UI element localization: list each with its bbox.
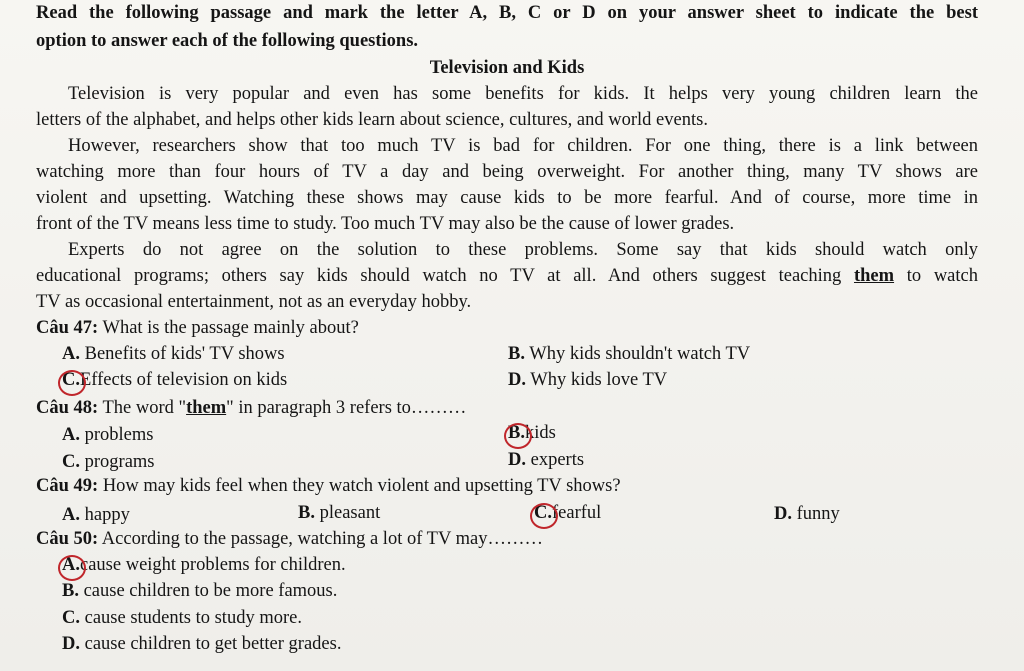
question-number: Câu 49: xyxy=(36,476,99,496)
passage-title: Television and Kids xyxy=(429,58,585,78)
q49-option-d[interactable] xyxy=(774,501,840,527)
option-text: kids xyxy=(524,423,556,443)
selected-answer-letter: A. xyxy=(62,552,80,578)
option-text: happy xyxy=(84,505,130,525)
option-text: Why kids love TV xyxy=(530,370,668,390)
option-text: problems xyxy=(84,425,154,445)
q50-option-d[interactable] xyxy=(62,631,341,657)
option-letter: D. xyxy=(62,634,80,654)
option-text: pleasant xyxy=(319,503,381,523)
option-text: cause children to get better grades. xyxy=(84,634,342,654)
selected-answer-letter: C. xyxy=(534,500,552,526)
paragraph-1-line-1: Television is very popular and even has some benefits for kids. It helps very young children learn the xyxy=(68,84,978,104)
option-letter: D. xyxy=(508,370,526,390)
paragraph-3-line-2 xyxy=(36,263,978,289)
option-text: Effects of television on kids xyxy=(80,370,288,390)
question-text: According to the passage, watching a lot of TV may……… xyxy=(101,529,543,549)
q47-option-a[interactable] xyxy=(62,341,285,367)
option-text: cause weight problems for children. xyxy=(80,555,346,575)
question-number: Câu 50: xyxy=(36,529,99,549)
them-reference: them xyxy=(186,398,227,418)
q48-option-c[interactable] xyxy=(62,449,155,475)
them-highlight: them xyxy=(853,266,895,286)
q48-option-a[interactable] xyxy=(62,422,153,448)
paragraph-2-line-1: However, researchers show that too much TV is bad for children. For one thing, there is a link between xyxy=(68,136,978,156)
option-text: experts xyxy=(530,450,585,470)
paragraph-2-line-4: front of the TV means less time to study. Too much TV may also be the cause of lower grades. xyxy=(36,214,735,234)
q48-option-b[interactable] xyxy=(508,420,556,446)
instructions-line-2: option to answer each of the following questions. xyxy=(36,31,419,51)
paragraph-3-line-1: Experts do not agree on the solution to these problems. Some say that kids should watch only xyxy=(68,240,978,260)
option-letter: B. xyxy=(298,503,315,523)
q47-option-d[interactable] xyxy=(508,367,667,393)
option-letter: B. xyxy=(508,344,525,364)
question-number: Câu 47: xyxy=(36,318,99,338)
question-text: What is the passage mainly about? xyxy=(102,318,359,338)
q49-option-b[interactable] xyxy=(298,500,380,526)
option-letter: C. xyxy=(62,452,80,472)
option-letter: A. xyxy=(62,425,80,445)
instructions-line-1: Read the following passage and mark the letter A, B, C or D on your answer sheet to indicate the best xyxy=(36,3,978,23)
option-letter: A. xyxy=(62,505,80,525)
q49-option-c[interactable] xyxy=(534,500,601,526)
option-text: funny xyxy=(796,504,840,524)
option-letter: A. xyxy=(62,344,80,364)
option-text: fearful xyxy=(552,503,602,523)
paragraph-3-line-3: TV as occasional entertainment, not as an everyday hobby. xyxy=(36,292,472,312)
option-letter: C. xyxy=(62,608,80,628)
selected-answer-letter: B. xyxy=(508,420,525,446)
question-48 xyxy=(36,395,978,421)
q50-option-b[interactable] xyxy=(62,578,337,604)
paragraph-3-text-before: educational programs; others say kids should watch no TV at all. And others suggest teaching xyxy=(36,266,854,286)
paragraph-1-line-2: letters of the alphabet, and helps other kids learn about science, cultures, and world events. xyxy=(36,110,708,130)
option-text: Why kids shouldn't watch TV xyxy=(529,344,751,364)
option-letter: D. xyxy=(508,450,526,470)
option-text: Benefits of kids' TV shows xyxy=(84,344,285,364)
question-number: Câu 48: xyxy=(36,398,99,418)
paragraph-2-line-2: watching more than four hours of TV a day and being overweight. For another thing, many TV shows are xyxy=(36,162,978,182)
question-50 xyxy=(36,526,978,552)
paragraph-2-line-3: violent and upsetting. Watching these shows may cause kids to be more fearful. And of course, more time in xyxy=(36,188,978,208)
option-text: cause students to study more. xyxy=(84,608,302,628)
question-text: How may kids feel when they watch violent and upsetting TV shows? xyxy=(102,476,621,496)
question-47 xyxy=(36,315,978,341)
selected-answer-letter: C. xyxy=(62,367,80,393)
q48-option-d[interactable] xyxy=(508,447,584,473)
option-letter: D. xyxy=(774,504,792,524)
q50-option-a[interactable] xyxy=(62,552,346,578)
q50-option-c[interactable] xyxy=(62,605,302,631)
option-text: programs xyxy=(84,452,155,472)
question-text-before: The word " xyxy=(102,398,187,418)
q47-option-b[interactable] xyxy=(508,341,750,367)
q49-option-a[interactable] xyxy=(62,502,130,528)
question-text-after: " in paragraph 3 refers to……… xyxy=(226,398,467,418)
paragraph-3-text-after: to watch xyxy=(894,266,978,286)
option-letter: B. xyxy=(62,581,79,601)
question-49 xyxy=(36,473,978,499)
q47-option-c[interactable] xyxy=(62,367,287,393)
option-text: cause children to be more famous. xyxy=(83,581,338,601)
